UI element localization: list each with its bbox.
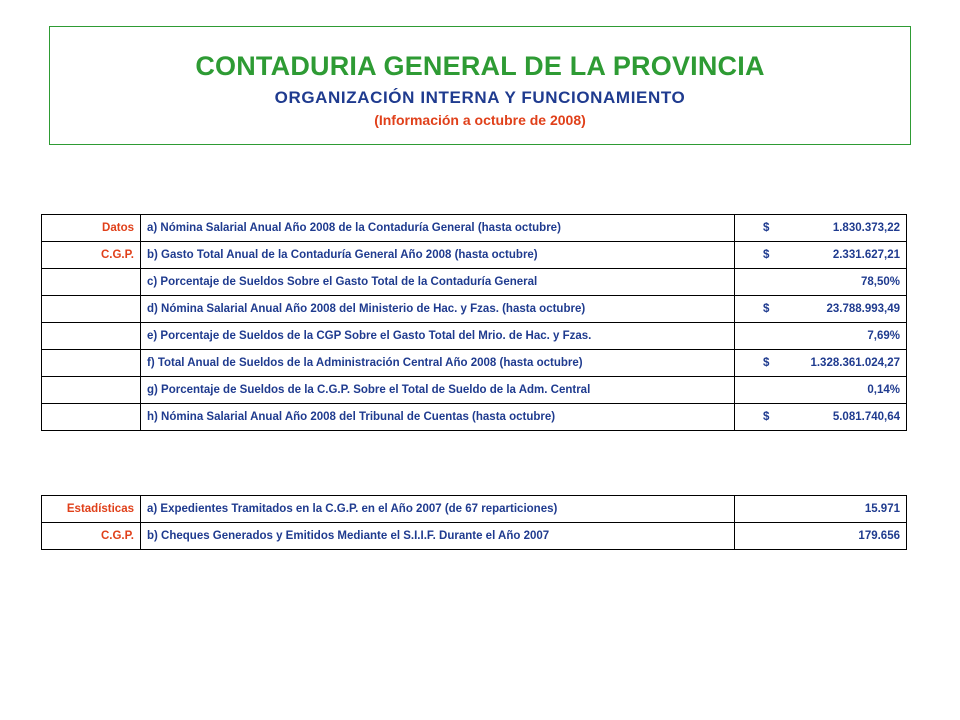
table-row [42,215,907,242]
row-description: e) Porcentaje de Sueldos de la CGP Sobre el Gasto Total del Mrio. de Hac. y Fzas. [141,323,735,350]
title-box [49,26,911,145]
table-row [42,404,907,431]
info-date: (Información a octubre de 2008) [374,112,586,128]
row-value-cell [735,269,907,296]
currency-symbol: $ [763,303,770,315]
datos-table [41,214,907,431]
row-label: C.G.P. [42,242,141,269]
datos-table-body [42,215,907,431]
row-value-cell [735,296,907,323]
row-value: 0,14% [867,384,900,396]
row-value-cell [735,377,907,404]
row-value-cell [735,496,907,523]
table-row [42,350,907,377]
row-value: 179.656 [858,530,900,542]
row-description: f) Total Anual de Sueldos de la Administración Central Año 2008 (hasta octubre) [141,350,735,377]
row-value-cell [735,215,907,242]
row-description: b) Cheques Generados y Emitidos Mediante el S.I.I.F. Durante el Año 2007 [141,523,735,550]
row-value: 7,69% [867,330,900,342]
row-value: 1.328.361.024,27 [810,357,900,369]
currency-symbol: $ [763,249,770,261]
row-description: c) Porcentaje de Sueldos Sobre el Gasto Total de la Contaduría General [141,269,735,296]
page-subtitle: ORGANIZACIÓN INTERNA Y FUNCIONAMIENTO [274,88,686,107]
row-value-cell [735,242,907,269]
row-description: a) Nómina Salarial Anual Año 2008 de la Contaduría General (hasta octubre) [141,215,735,242]
row-description: a) Expedientes Tramitados en la C.G.P. en el Año 2007 (de 67 reparticiones) [141,496,735,523]
row-value: 78,50% [860,276,900,288]
table-row [42,296,907,323]
row-label: Datos [42,215,141,242]
table-row [42,242,907,269]
currency-symbol: $ [763,411,770,423]
row-value-cell [735,350,907,377]
row-label [42,323,141,350]
row-value: 5.081.740,64 [832,411,900,423]
estadisticas-table [41,495,907,550]
row-description: d) Nómina Salarial Anual Año 2008 del Ministerio de Hac. y Fzas. (hasta octubre) [141,296,735,323]
row-label [42,296,141,323]
row-value: 2.331.627,21 [832,249,900,261]
row-value: 15.971 [864,503,900,515]
row-description: g) Porcentaje de Sueldos de la C.G.P. Sobre el Total de Sueldo de la Adm. Central [141,377,735,404]
row-value-cell [735,323,907,350]
row-label [42,404,141,431]
currency-symbol: $ [763,222,770,234]
row-value-cell [735,404,907,431]
row-value: 1.830.373,22 [832,222,900,234]
row-label [42,269,141,296]
row-value: 23.788.993,49 [826,303,900,315]
row-label [42,350,141,377]
table-row [42,496,907,523]
currency-symbol: $ [763,357,770,369]
row-label [42,377,141,404]
estadisticas-table-body [42,496,907,550]
page-title: CONTADURIA GENERAL DE LA PROVINCIA [195,51,765,81]
row-description: h) Nómina Salarial Anual Año 2008 del Tribunal de Cuentas (hasta octubre) [141,404,735,431]
row-label: C.G.P. [42,523,141,550]
row-description: b) Gasto Total Anual de la Contaduría General Año 2008 (hasta octubre) [141,242,735,269]
table-row [42,269,907,296]
table-row [42,523,907,550]
table-row [42,377,907,404]
row-label: Estadísticas [42,496,141,523]
table-row [42,323,907,350]
row-value-cell [735,523,907,550]
